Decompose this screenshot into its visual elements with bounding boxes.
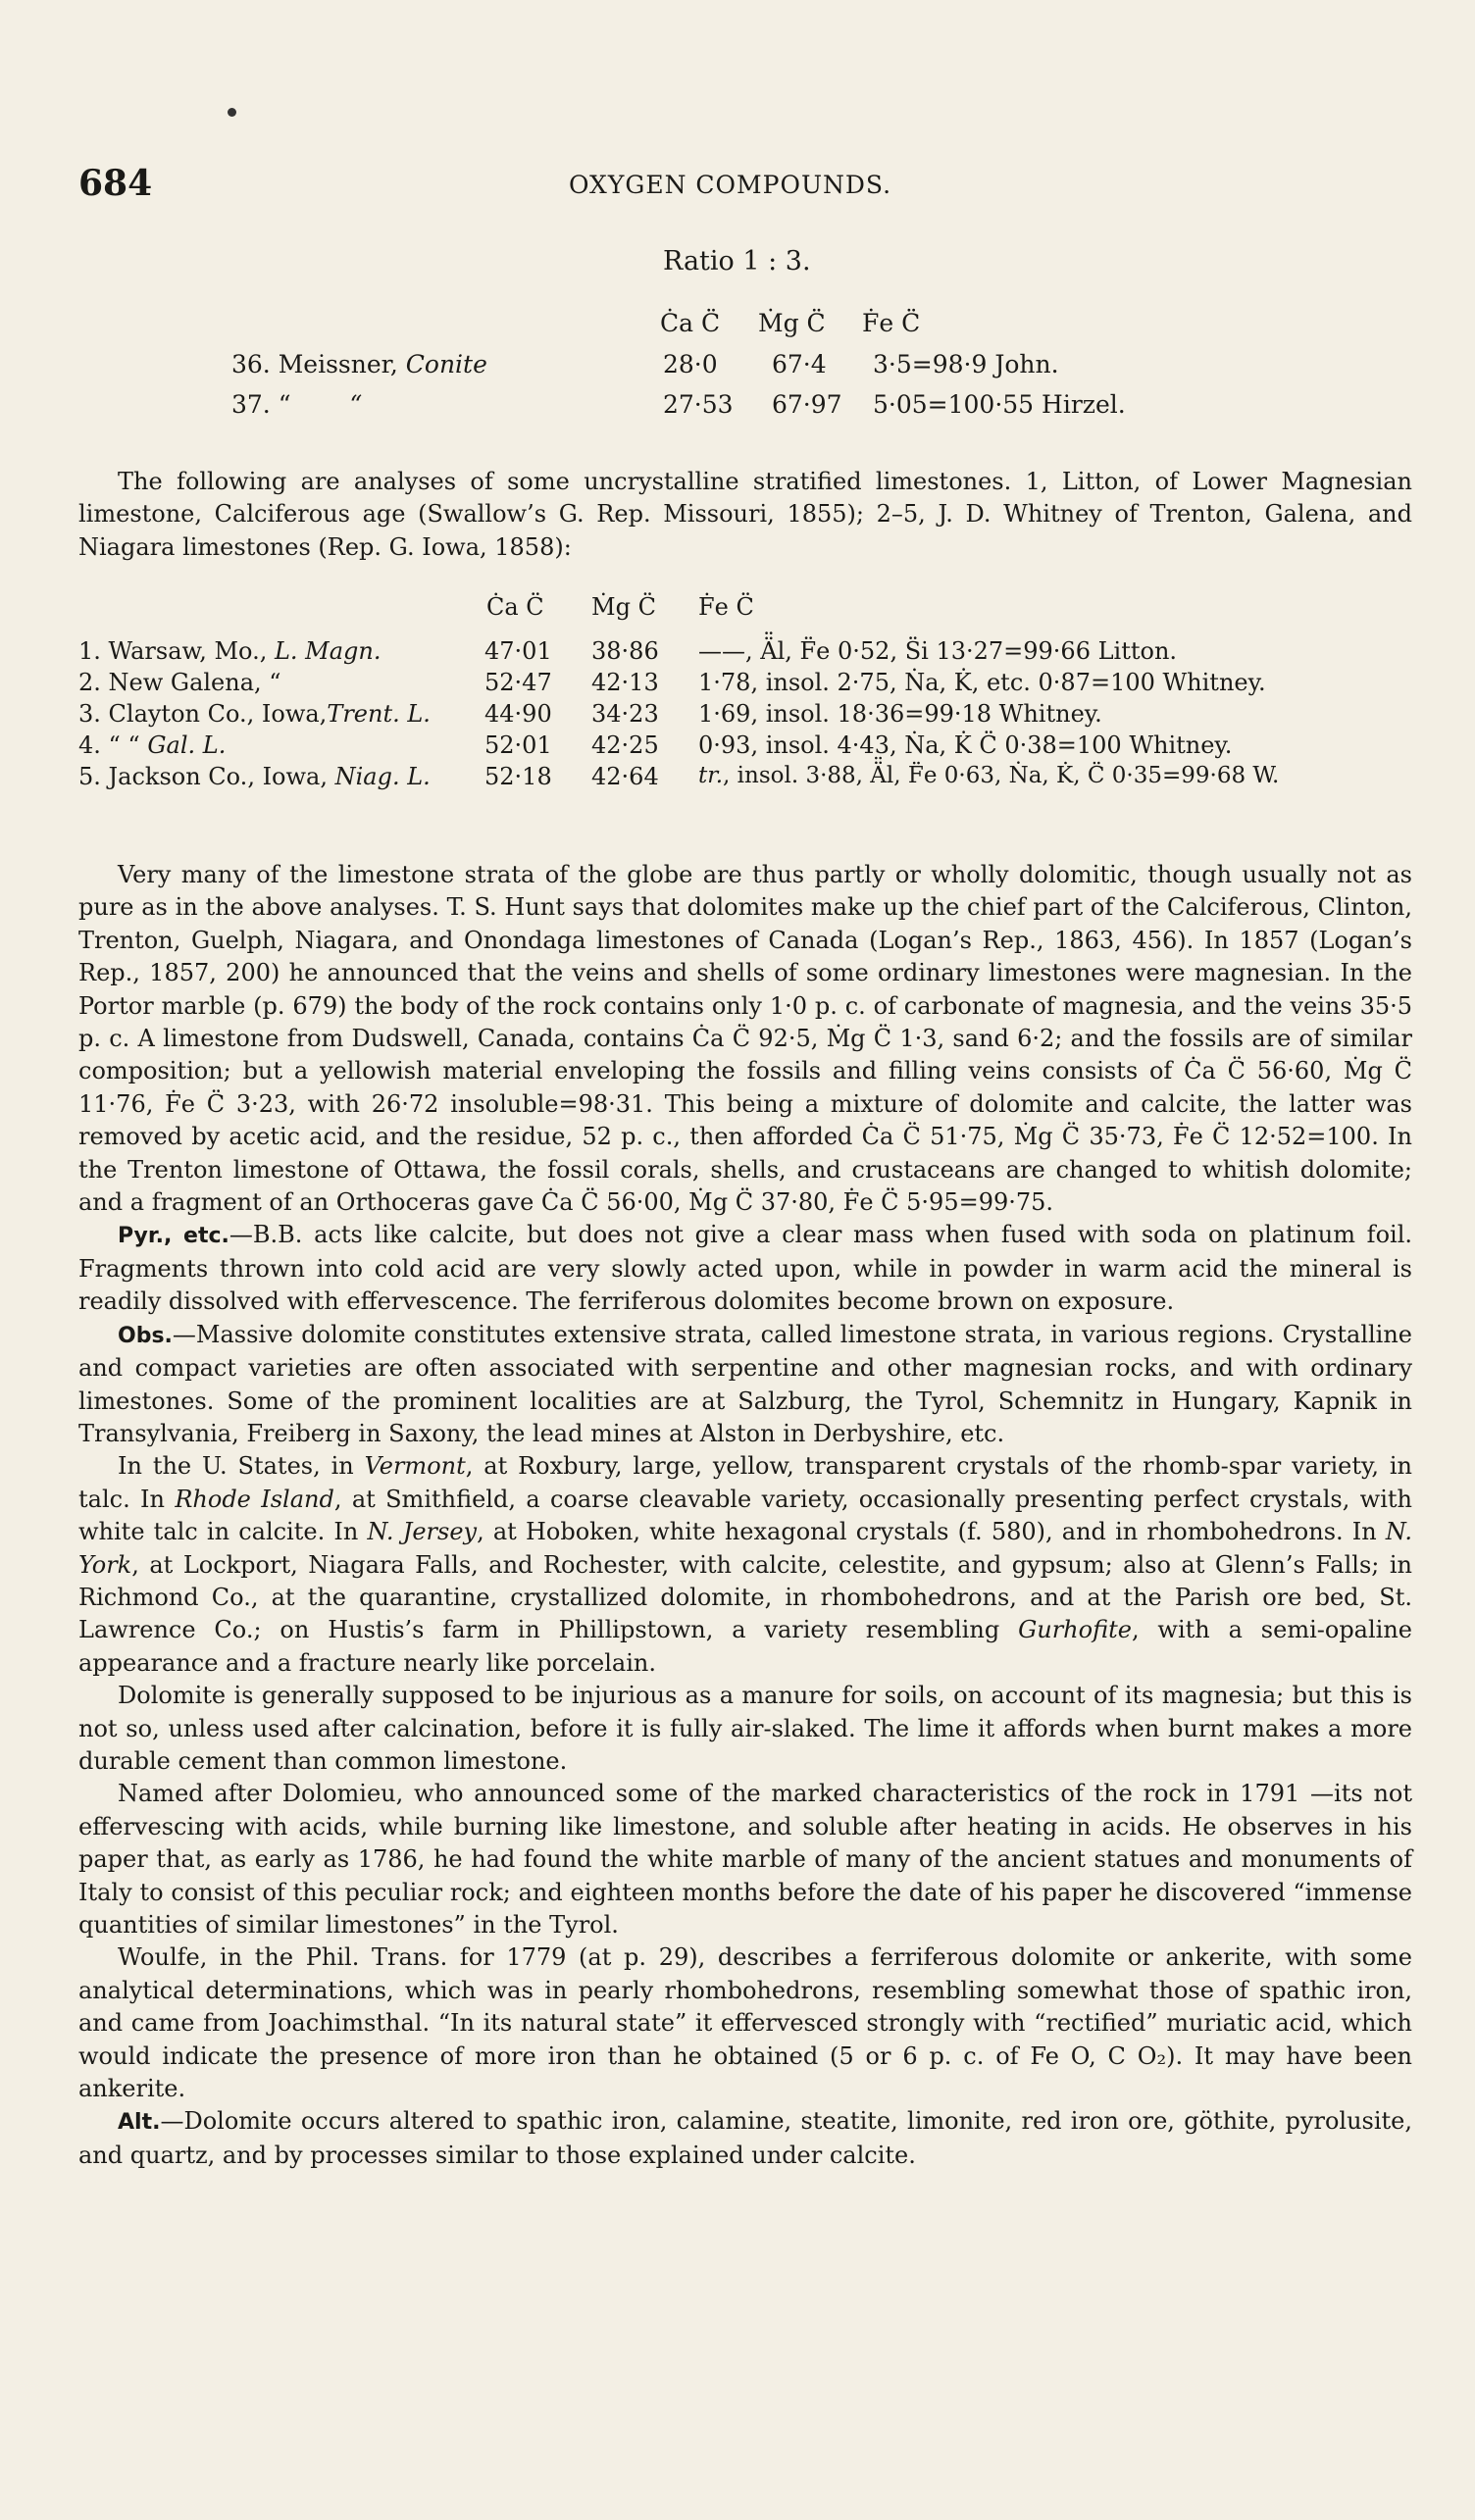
intro-paragraph: The following are analyses of some uncrystalline stratified limestones. 1, Litton, of Lower Magnesian limestone, Calciferous age (Swallow’s G. Rep. Missouri, 1855); 2–5, J. D. Whitney of Trenton, Galena, and Niagara limestones (Rep. G. Iowa, 1858):	[78, 468, 1412, 561]
analysis-row-ca: 52·18	[484, 763, 552, 790]
analysis-row-label: 1. Warsaw, Mo., L. Magn.	[78, 637, 381, 665]
body-text	[78, 859, 1412, 2172]
paragraph-pyrognostics: Pyr., etc.—B.B. acts like calcite, but does not give a clear mass when fused with soda on platinum foil. Fragments thrown into cold acid are very slowly acted upon, while in powder in warm acid the mineral is readily dissolved with effervescence. The ferriferous dolomites become brown on exposure.	[78, 1221, 1412, 1316]
analysis-row-mg: 42·13	[591, 669, 659, 696]
analysis-row-label: 3. Clayton Co., Iowa,Trent. L.	[78, 700, 431, 728]
paragraph-woulfe: Woulfe, in the Phil. Trans. for 1779 (at p. 29), describes a ferriferous dolomite or ankerite, with some analytical determinations, which was in pearly rhombohedrons, resembling somewhat those of spathic iron, and came from Joachimsthal. “In its natural state” it effervesced strongly with “rectified” muriatic acid, which would indicate the presence of more iron than he obtained (5 or 6 p. c. of Fe O, C O₂). It may have been ankerite.	[78, 1943, 1412, 2103]
analysis-row-rest: ——, Ä̈l, F̈e 0·52, S̈i 13·27=99·66 Litton.	[698, 637, 1178, 665]
ratio-row-label: 36. Meissner, Conite	[231, 350, 487, 378]
analyses-col-mg: Ṁg C̈	[591, 593, 656, 621]
paragraph-manure: Dolomite is generally supposed to be injurious as a manure for soils, on account of its magnesia; but this is not so, unless used after calcination, before it is fully air-slaked. The lime it affords when burnt makes a more durable cement than common limestone.	[78, 1682, 1412, 1775]
ratio-row-value: 28·0	[663, 350, 718, 378]
ratio-row-value: 67·4	[772, 350, 827, 378]
ratio-row-value: 27·53	[663, 390, 734, 419]
ratio-title: Ratio 1 : 3.	[663, 246, 811, 277]
analysis-row-mg: 38·86	[591, 637, 659, 665]
ratio-row-value: 3·5=98·9 John.	[873, 350, 1059, 378]
paragraph-us-localities: In the U. States, in Vermont, at Roxbury, large, yellow, transparent crystals of the rhomb-spar variety, in talc. In Rhode Island, at Smithfield, a coarse cleavable variety, occasionally presenting perfect crystals, with white talc in calcite. In N. Jersey, at Hoboken, white hexagonal crystals (f. 580), and in rhombohedrons. In N. York, at Lockport, Niagara Falls, and Rochester, with calcite, celestite, and gypsum; also at Glenn’s Falls; in Richmond Co., at the quarantine, crystallized dolomite, in rhombohedrons, and at the Parish ore bed, St. Lawrence Co.; on Hustis’s farm in Phillipstown, a variety resembling Gurhofite, with a semi-opaline appearance and a fracture nearly like porcelain.	[78, 1452, 1413, 1677]
analysis-row-mg: 42·25	[591, 731, 659, 759]
analysis-row-rest: tr., insol. 3·88, Ä̈l, F̈e 0·63, Ṅa, K̇, C̈ 0·35=99·68 W.	[698, 763, 1280, 788]
analysis-row-ca: 44·90	[484, 700, 552, 728]
col-header-mg: Ṁg C̈	[758, 309, 826, 337]
analysis-row-rest: 1·78, insol. 2·75, Ṅa, K̇, etc. 0·87=100 Whitney.	[698, 669, 1266, 696]
analyses-col-fe: Ḟe C̈	[698, 593, 754, 621]
analysis-row-mg: 42·64	[591, 763, 659, 790]
ratio-row-label: 37. “ “	[231, 390, 363, 419]
analysis-row-ca: 52·47	[484, 669, 552, 696]
col-header-fe: Ḟe C̈	[862, 309, 921, 337]
analysis-row-mg: 34·23	[591, 700, 659, 728]
paragraph-alteration: Alt.—Dolomite occurs altered to spathic iron, calamine, steatite, limonite, red iron ore, göthite, pyrolusite, and quartz, and by processes similar to those explained under calcite.	[78, 2107, 1412, 2169]
ink-speck	[228, 108, 236, 117]
paragraph-limestone-strata: Very many of the limestone strata of the globe are thus partly or wholly dolomitic, though usually not as pure as in the above analyses. T. S. Hunt says that dolomites make up the chief part of the Calciferous, Clinton, Trenton, Guelph, Niagara, and Onondaga limestones of Canada (Logan’s Rep., 1863, 456). In 1857 (Logan’s Rep., 1857, 200) he announced that the veins and shells of some ordinary limestones were magnesian. In the Portor marble (p. 679) the body of the rock contains only 1·0 p. c. of carbonate of magnesia, and the veins 35·5 p. c. A limestone from Dudswell, Canada, contains Ċa C̈ 92·5, Ṁg C̈ 1·3, sand 6·2; and the fossils are of similar composition; but a yellowish material enveloping the fossils and filling veins consists of Ċa C̈ 56·60, Ṁg C̈ 11·76, Ḟe C̈ 3·23, with 26·72 insoluble=98·31. This being a mixture of dolomite and calcite, the latter was removed by acetic acid, and the residue, 52 p. c., then afforded Ċa C̈ 51·75, Ṁg C̈ 35·73, Ḟe C̈ 12·52=100. In the Trenton limestone of Ottawa, the fossil corals, shells, and crustaceans are changed to whitish dolomite; and a fragment of an Orthoceras gave Ċa C̈ 56·00, Ṁg C̈ 37·80, Ḟe C̈ 5·95=99·75.	[78, 861, 1412, 1217]
analysis-row-rest: 0·93, insol. 4·43, Ṅa, K̇ C̈ 0·38=100 Whitney.	[698, 731, 1233, 759]
analysis-row-label: 5. Jackson Co., Iowa, Niag. L.	[78, 763, 431, 790]
analysis-row-label: 4. “ “ Gal. L.	[78, 731, 227, 759]
paragraph-observations: Obs.—Massive dolomite constitutes extensive strata, called limestone strata, in various regions. Crystalline and compact varieties are often associated with serpentine and other magnesian rocks, and with ordinary limestones. Some of the prominent localities are at Salzburg, the Tyrol, Schemnitz in Hungary, Kapnik in Transylvania, Freiberg in Saxony, the lead mines at Alston in Derbyshire, etc.	[78, 1320, 1412, 1447]
analysis-row-rest: 1·69, insol. 18·36=99·18 Whitney.	[698, 700, 1102, 728]
ratio-row-value: 5·05=100·55 Hirzel.	[873, 390, 1126, 419]
ratio-row-value: 67·97	[772, 390, 842, 419]
paragraph-dolomieu: Named after Dolomieu, who announced some of the marked characteristics of the rock in 1791 —its not effervescing with acids, while burning like limestone, and soluble after heating in acids. He observes in his paper that, as early as 1786, he had found the white marble of many of the ancient statues and monuments of Italy to consist of this peculiar rock; and eighteen months before the date of his paper he discovered “immense quantities of similar limestones” in the Tyrol.	[78, 1780, 1412, 1939]
analyses-col-ca: Ċa C̈	[486, 593, 544, 621]
col-header-ca: Ċa C̈	[660, 309, 721, 337]
page-number: 684	[78, 163, 153, 204]
running-title: OXYGEN COMPOUNDS.	[569, 171, 892, 199]
analysis-row-label: 2. New Galena, “	[78, 669, 281, 696]
analysis-row-ca: 52·01	[484, 731, 552, 759]
analysis-row-ca: 47·01	[484, 637, 552, 665]
